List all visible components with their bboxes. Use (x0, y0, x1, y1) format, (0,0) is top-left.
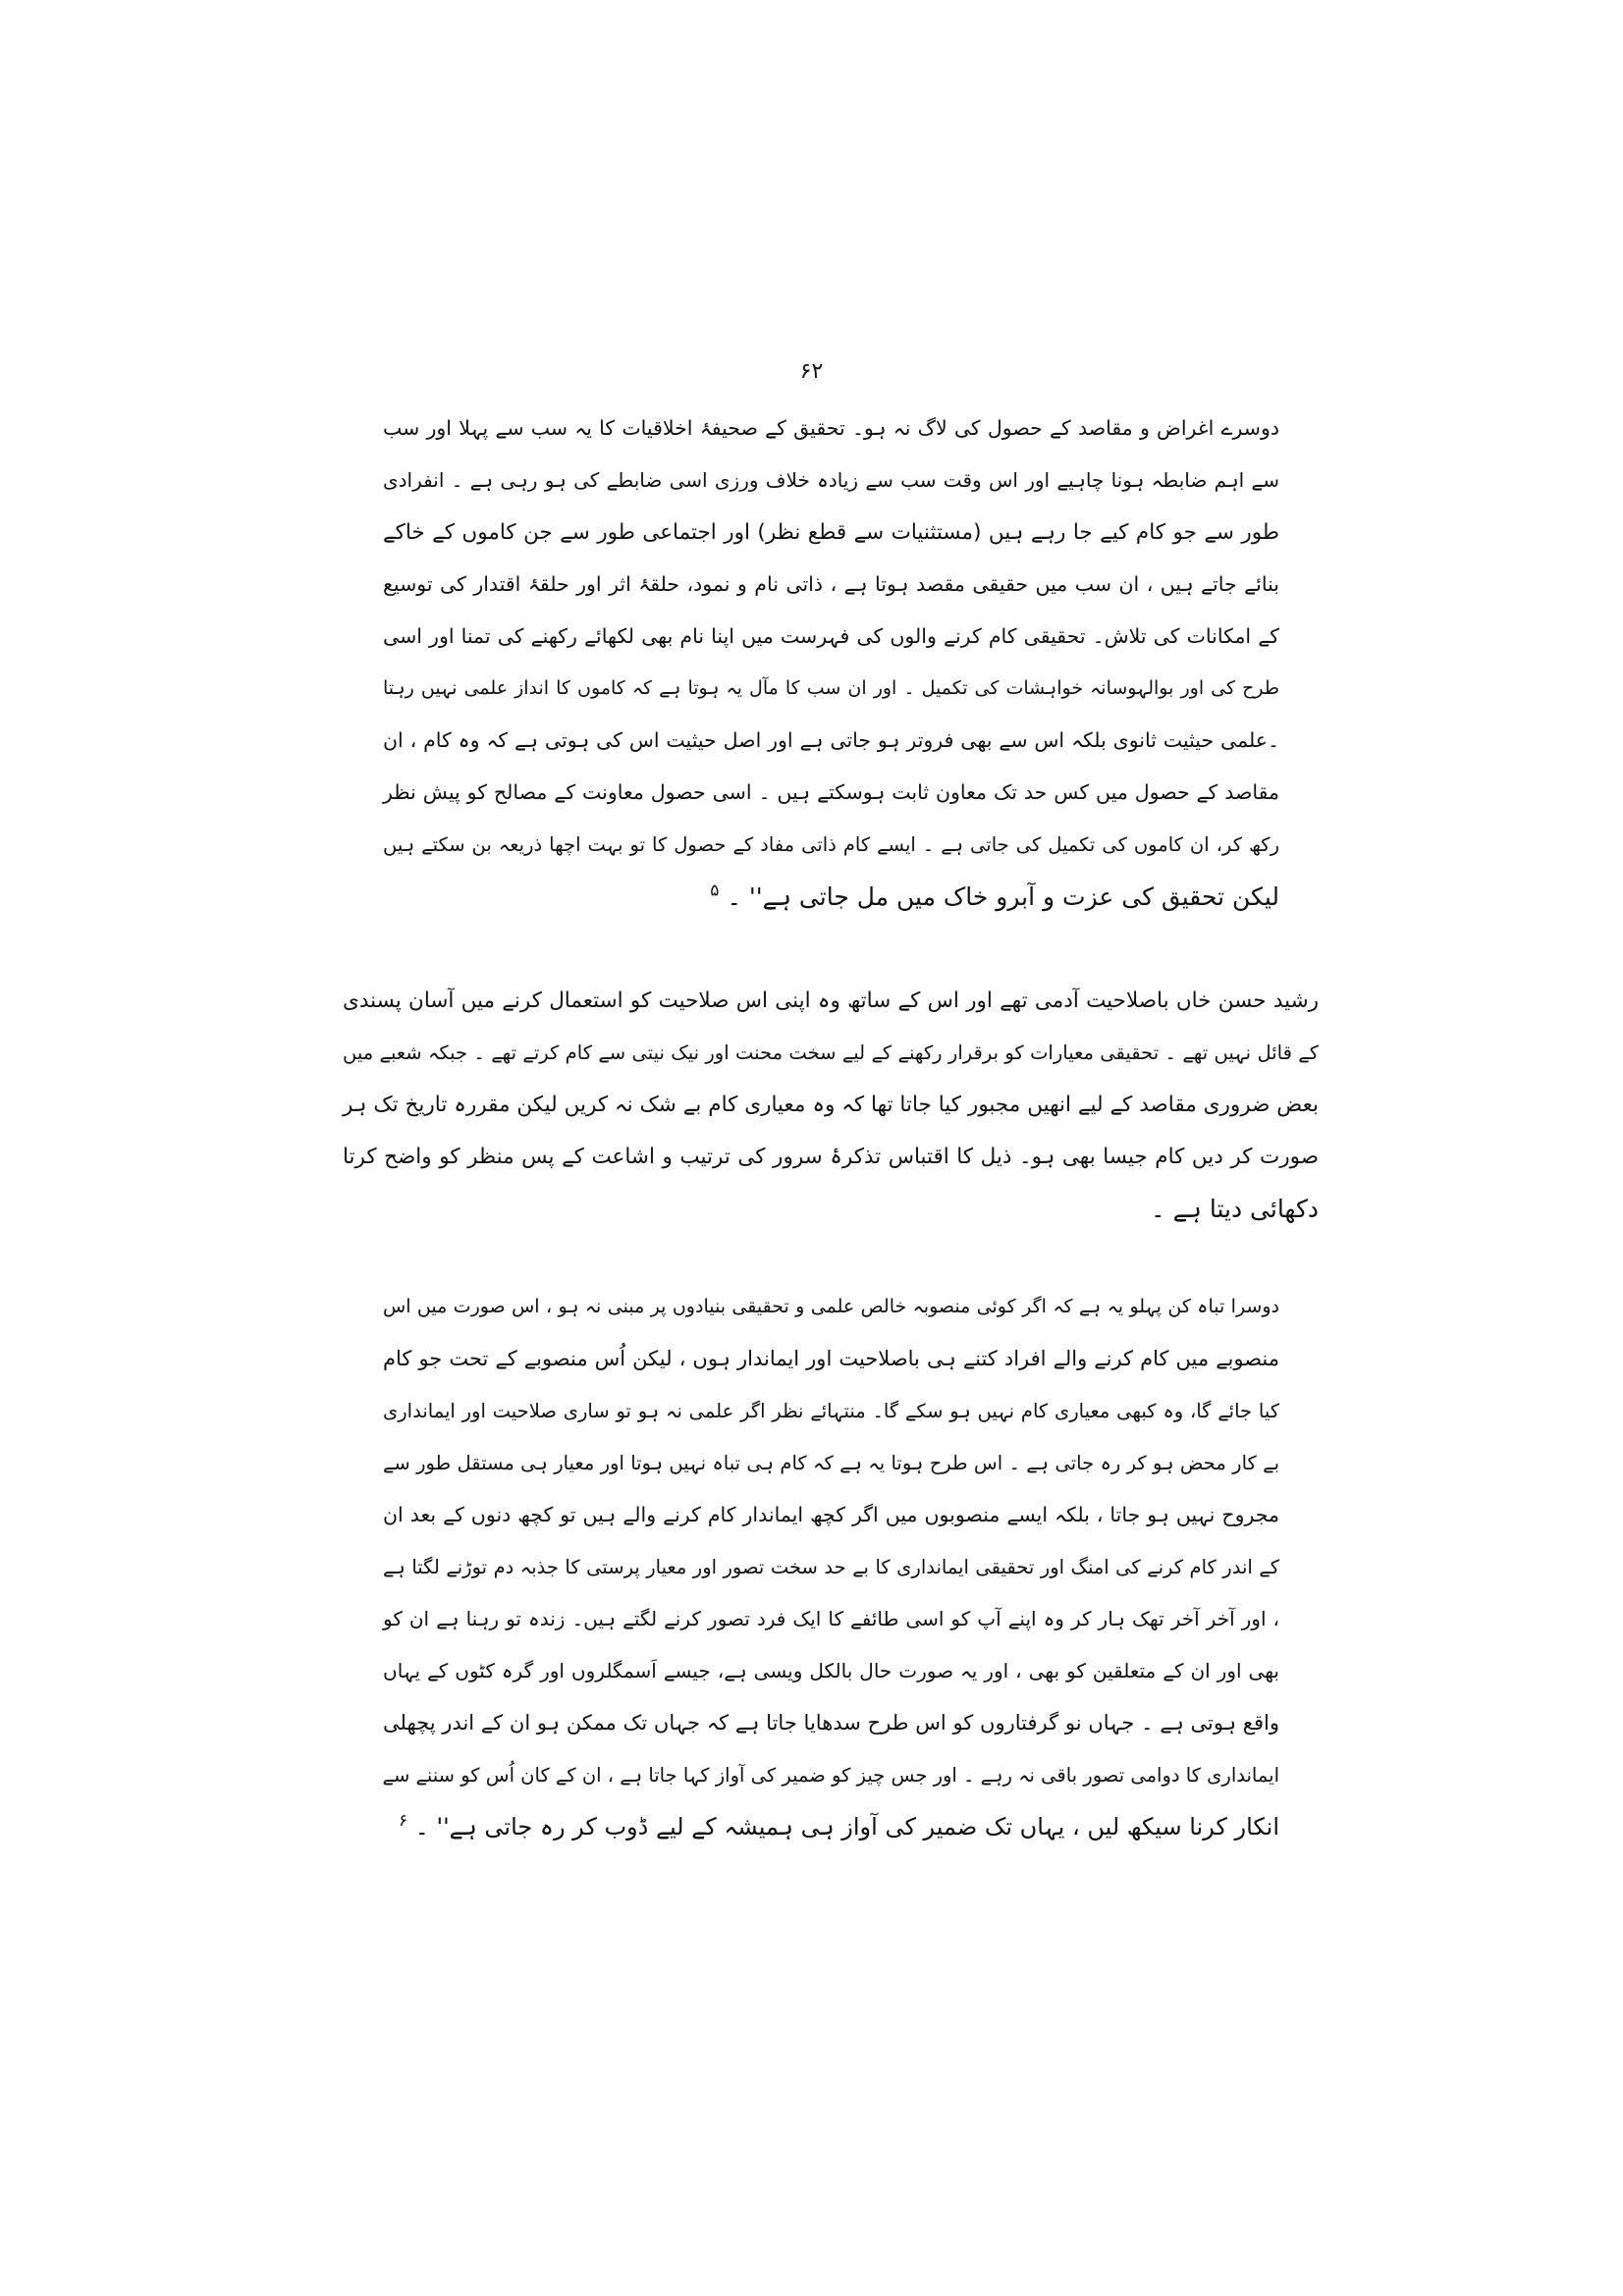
text-line: کے امکانات کی تلاش۔ تحقیقی کام کرنے والوں کی فہرست میں اپنا نام بھی لکھائے رکھنے کی تمنا اور اسی (383, 624, 1279, 648)
text-line: سے اہم ضابطہ ہونا چاہیے اور اس وقت سب سے زیادہ خلاف ورزی اسی ضابطے کی ہو رہی ہے ۔ انفرادی (383, 468, 1279, 492)
text-line: کے قائل نہیں تھے ۔ تحقیقی معیارات کو برقرار رکھنے کے لیے سخت محنت اور نیک نیتی سے کام کرتے تھے ۔ جبکہ شعبے میں (343, 1041, 1319, 1064)
text-line: ایمانداری کا دوامی تصور باقی نہ رہے ۔ اور جس چیز کو ضمیر کی آواز کہا جاتا ہے ، ان کے کان اُس کو سننے سے (382, 1764, 1279, 1787)
text-line: بھی اور ان کے متعلقین کو بھی ، اور یہ صورت حال بالکل ویسی ہے، جیسے اَسمگلروں اور گرہ کٹوں کے یہاں (383, 1659, 1279, 1682)
text-line: کے اندر کام کرنے کی امنگ اور تحقیقی ایمانداری کا بے حد سخت تصور اور معیار پرستی کا جذبہ دم توڑنے لگتا ہے (383, 1556, 1279, 1578)
text-line: بعض ضروری مقاصد کے لیے انھیں مجبور کیا جاتا تھا کہ وہ معیاری کام بے شک نہ کریں لیکن مقررہ تاریخ تک ہر (343, 1093, 1319, 1117)
body-paragraph (343, 975, 1319, 1235)
text-line-last (383, 871, 1279, 923)
text-line-last: دکھائی دیتا ہے ۔ (1150, 1195, 1319, 1223)
footnote-marker: ۵ (710, 881, 720, 901)
text-line: منصوبے میں کام کرنے والے افراد کتنے ہی باصلاحیت اور ایماندار ہوں ، لیکن اُس منصوبے کے تحت جو کام (383, 1347, 1279, 1370)
text-line: ۔علمی حیثیت ثانوی بلکہ اس سے بھی فروتر ہو جاتی ہے اور اصل حیثیت اس کی ہوتی ہے کہ وہ کام ، ان (383, 728, 1279, 752)
text-line: صورت کر دیں کام جیسا بھی ہو۔ ذیل کا اقتباس تذکرۂ سرور کی ترتیب و اشاعت کے پس منظر کو واضح کرتا (343, 1145, 1319, 1169)
text-line: کیا جائے گا، وہ کبھی معیاری کام نہیں ہو سکے گا۔ منتہائے نظر اگر علمی نہ ہو تو ساری صلاحیت اور ایمانداری (383, 1400, 1279, 1422)
text-line: رکھ کر، ان کاموں کی تکمیل کی جاتی ہے ۔ ایسے کام ذاتی مفاد کے حصول کا تو بہت اچھا ذریعہ بن سکتے ہیں (383, 833, 1279, 856)
text-line: واقع ہوتی ہے ۔ جہاں نو گرفتاروں کو اس طرح سدھایا جاتا ہے کہ جہاں تک ممکن ہو ان کے اندر پچھلی (383, 1711, 1279, 1735)
text-line: ، اور آخر آخر تھک ہار کر وہ اپنے آپ کو اسی طائفے کا ایک فرد تصور کرنے لگتے ہیں۔ زندہ تو رہنا ہے ان کو (383, 1607, 1279, 1630)
text-line: مجروح نہیں ہو جاتا ، بلکہ ایسے منصوبوں میں اگر کچھ ایماندار کام کرنے والے ہیں تو کچھ دنوں کے بعد ان (383, 1503, 1279, 1526)
block-quote-1 (383, 402, 1279, 923)
block-quote-2 (383, 1281, 1279, 1853)
text-line-content: انکار کرنا سیکھ لیں ، یہاں تک ضمیر کی آواز ہی ہمیشہ کے لیے ڈوب کر رہ جاتی ہے'' ۔ (414, 1813, 1279, 1841)
page-number: ۶۲ (799, 359, 824, 384)
text-line: دوسرا تباہ کن پہلو یہ ہے کہ اگر کوئی منصوبہ خالص علمی و تحقیقی بنیادوں پر مبنی نہ ہو ، اس صورت میں اس (383, 1296, 1279, 1317)
text-line-content: لیکن تحقیق کی عزت و آبرو خاک میں مل جاتی ہے'' ۔ (727, 882, 1279, 911)
text-line: بنائے جاتے ہیں ، ان سب میں حقیقی مقصد ہوتا ہے ، ذاتی نام و نمود، حلقۂ اثر اور حلقۂ اقتدار کی توسیع (383, 572, 1279, 596)
text-line: مقاصد کے حصول میں کس حد تک معاون ثابت ہوسکتے ہیں ۔ اسی حصول معاونت کے مصالح کو پیش نظر (383, 780, 1279, 804)
text-line: دوسرے اغراض و مقاصد کے حصول کی لاگ نہ ہو۔ تحقیق کے صحیفۂ اخلاقیات کا یہ سب سے پہلا اور سب (383, 416, 1279, 440)
text-line-last (383, 1801, 1279, 1853)
text-line: طرح کی اور بوالہوسانہ خواہشات کی تکمیل ۔ اور ان سب کا مآل یہ ہوتا ہے کہ کاموں کا انداز علمی نہیں رہتا (383, 677, 1279, 699)
text-line: بے کار محض ہو کر رہ جاتی ہے ۔ اس طرح ہوتا یہ ہے کہ کام ہی تباہ نہیں ہوتا اور معیار ہی مستقل طور سے (383, 1452, 1279, 1474)
text-line: رشید حسن خاں باصلاحیت آدمی تھے اور اس کے ساتھ وہ اپنی اس صلاحیت کو استعمال کرنے میں آسان پسندی (343, 988, 1319, 1013)
text-line: طور سے جو کام کیے جا رہے ہیں (مستثنیات سے قطع نظر) اور اجتماعی طور سے جن کاموں کے خاکے (383, 520, 1279, 545)
footnote-marker: ۶ (399, 1811, 408, 1831)
